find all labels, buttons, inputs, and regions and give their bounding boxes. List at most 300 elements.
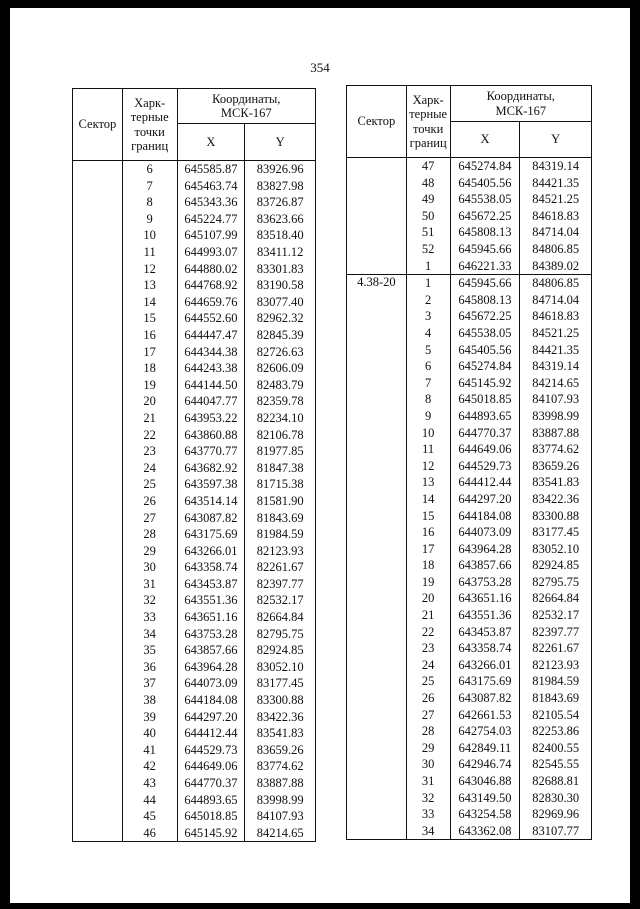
sector-cell (347, 375, 407, 392)
sector-cell (347, 358, 407, 375)
header-points-line1: Харк- (412, 92, 444, 107)
point-cell: 12 (122, 261, 177, 278)
point-cell: 39 (122, 709, 177, 726)
y-cell: 82545.55 (520, 756, 592, 773)
y-cell: 82532.17 (520, 607, 592, 624)
sector-cell (347, 690, 407, 707)
point-cell: 34 (406, 823, 450, 840)
point-cell: 17 (406, 541, 450, 558)
sector-cell (73, 825, 123, 842)
point-cell: 27 (406, 707, 450, 724)
point-cell: 21 (122, 410, 177, 427)
right-table-body (347, 158, 592, 840)
table-row (73, 178, 316, 195)
sector-cell (73, 476, 123, 493)
table-row (347, 375, 592, 392)
point-cell: 8 (406, 391, 450, 408)
point-cell: 8 (122, 194, 177, 211)
point-cell: 18 (406, 557, 450, 574)
sector-cell (347, 624, 407, 641)
point-cell: 40 (122, 725, 177, 742)
y-cell: 84714.04 (520, 292, 592, 309)
x-cell: 643266.01 (177, 543, 245, 560)
sector-cell (73, 393, 123, 410)
table-row (347, 224, 592, 241)
y-cell: 82123.93 (520, 657, 592, 674)
x-cell: 643551.36 (177, 592, 245, 609)
table-row (347, 707, 592, 724)
y-cell: 83774.62 (520, 441, 592, 458)
table-row (347, 175, 592, 192)
y-cell: 84521.25 (520, 325, 592, 342)
y-cell: 83726.87 (245, 194, 316, 211)
table-row (347, 342, 592, 359)
point-cell: 41 (122, 742, 177, 759)
y-cell: 83518.40 (245, 227, 316, 244)
point-cell: 15 (406, 507, 450, 524)
header-points-line3: точки (134, 124, 165, 139)
table-row (73, 509, 316, 526)
table-row (347, 208, 592, 225)
y-cell: 82845.39 (245, 327, 316, 344)
x-cell: 643857.66 (177, 642, 245, 659)
point-cell: 31 (406, 773, 450, 790)
sector-cell (347, 191, 407, 208)
sector-cell (73, 427, 123, 444)
table-row (73, 825, 316, 842)
table-row (73, 758, 316, 775)
sector-cell (347, 541, 407, 558)
point-cell: 15 (122, 310, 177, 327)
sector-cell (347, 224, 407, 241)
x-cell: 643254.58 (450, 806, 520, 823)
point-cell: 30 (406, 756, 450, 773)
point-cell: 24 (122, 460, 177, 477)
table-row (347, 657, 592, 674)
x-cell: 645343.36 (177, 194, 245, 211)
point-cell: 6 (122, 161, 177, 178)
point-cell: 33 (406, 806, 450, 823)
table-row (73, 675, 316, 692)
y-cell: 82359.78 (245, 393, 316, 410)
header-y: Y (245, 124, 316, 161)
table-row (73, 261, 316, 278)
point-cell: 48 (406, 175, 450, 192)
y-cell: 84389.02 (520, 258, 592, 275)
point-cell: 33 (122, 609, 177, 626)
point-cell: 22 (122, 427, 177, 444)
table-row (73, 725, 316, 742)
table-row (73, 476, 316, 493)
point-cell: 29 (122, 543, 177, 560)
sector-cell (73, 178, 123, 195)
table-row (73, 327, 316, 344)
y-cell: 83422.36 (245, 709, 316, 726)
point-cell: 50 (406, 208, 450, 225)
y-cell: 83052.10 (245, 659, 316, 676)
sector-cell (73, 526, 123, 543)
sector-cell (347, 640, 407, 657)
sector-cell (73, 294, 123, 311)
x-cell: 644412.44 (177, 725, 245, 742)
y-cell: 82664.84 (520, 590, 592, 607)
sector-cell (73, 592, 123, 609)
sector-cell (73, 277, 123, 294)
y-cell: 83926.96 (245, 161, 316, 178)
x-cell: 643149.50 (450, 790, 520, 807)
table-row (73, 211, 316, 228)
header-points-line3: точки (413, 121, 444, 136)
header-points-line4: границ (131, 138, 169, 153)
header-boundary-points (406, 86, 450, 158)
y-cell: 83887.88 (245, 775, 316, 792)
y-cell: 82969.96 (520, 806, 592, 823)
y-cell: 83998.99 (245, 792, 316, 809)
table-row (347, 325, 592, 342)
x-cell: 644447.47 (177, 327, 245, 344)
sector-cell (347, 707, 407, 724)
x-cell: 642946.74 (450, 756, 520, 773)
x-cell: 644770.37 (177, 775, 245, 792)
point-cell: 31 (122, 576, 177, 593)
table-row (73, 609, 316, 626)
x-cell: 642849.11 (450, 740, 520, 757)
y-cell: 82688.81 (520, 773, 592, 790)
sector-cell (347, 425, 407, 442)
table-row (347, 408, 592, 425)
table-row (347, 358, 592, 375)
table-row (73, 410, 316, 427)
point-cell: 1 (406, 258, 450, 275)
point-cell: 36 (122, 659, 177, 676)
x-cell: 644649.06 (450, 441, 520, 458)
table-row (347, 574, 592, 591)
x-cell: 644529.73 (177, 742, 245, 759)
sector-cell (73, 742, 123, 759)
header-points-line1: Харк- (134, 95, 166, 110)
sector-cell (73, 360, 123, 377)
y-cell: 84714.04 (520, 224, 592, 241)
y-cell: 84107.93 (520, 391, 592, 408)
y-cell: 82924.85 (245, 642, 316, 659)
point-cell: 20 (406, 590, 450, 607)
point-cell: 9 (122, 211, 177, 228)
table-row (347, 158, 592, 175)
x-cell: 645405.56 (450, 175, 520, 192)
table-row (73, 576, 316, 593)
header-coords-line1: Координаты, (212, 91, 281, 106)
y-cell: 82962.32 (245, 310, 316, 327)
y-cell: 82795.75 (520, 574, 592, 591)
y-cell: 83177.45 (245, 675, 316, 692)
point-cell: 49 (406, 191, 450, 208)
table-row (347, 624, 592, 641)
x-cell: 645808.13 (450, 292, 520, 309)
point-cell: 10 (122, 227, 177, 244)
sector-cell (347, 241, 407, 258)
sector-cell (347, 574, 407, 591)
y-cell: 83300.88 (520, 507, 592, 524)
table-row (347, 292, 592, 309)
table-row (347, 790, 592, 807)
x-cell: 643753.28 (450, 574, 520, 591)
point-cell: 6 (406, 358, 450, 375)
table-row (73, 742, 316, 759)
x-cell: 645945.66 (450, 275, 520, 292)
header-y: Y (520, 122, 592, 158)
table-row (73, 310, 316, 327)
x-cell: 643514.14 (177, 493, 245, 510)
sector-cell (73, 775, 123, 792)
x-cell: 644297.20 (450, 491, 520, 508)
y-cell: 81847.38 (245, 460, 316, 477)
header-sector: Сектор (73, 89, 123, 161)
x-cell: 645672.25 (450, 308, 520, 325)
table-row (347, 590, 592, 607)
point-cell: 30 (122, 559, 177, 576)
y-cell: 83623.66 (245, 211, 316, 228)
sector-cell (73, 692, 123, 709)
y-cell: 84107.93 (245, 808, 316, 825)
x-cell: 644184.08 (450, 507, 520, 524)
y-cell: 82664.84 (245, 609, 316, 626)
x-cell: 643175.69 (177, 526, 245, 543)
point-cell: 4 (406, 325, 450, 342)
header-points-line4: границ (409, 135, 447, 150)
x-cell: 645018.85 (177, 808, 245, 825)
x-cell: 643453.87 (450, 624, 520, 641)
point-cell: 13 (122, 277, 177, 294)
table-row (347, 491, 592, 508)
header-coords-line2: МСК-167 (495, 103, 547, 118)
sector-cell (347, 524, 407, 541)
x-cell: 644768.92 (177, 277, 245, 294)
y-cell: 83052.10 (520, 541, 592, 558)
point-cell: 32 (122, 592, 177, 609)
y-cell: 84319.14 (520, 358, 592, 375)
sector-cell (73, 327, 123, 344)
point-cell: 12 (406, 458, 450, 475)
x-cell: 644412.44 (450, 474, 520, 491)
point-cell: 28 (122, 526, 177, 543)
y-cell: 83177.45 (520, 524, 592, 541)
point-cell: 45 (122, 808, 177, 825)
y-cell: 82830.30 (520, 790, 592, 807)
table-row (347, 507, 592, 524)
coordinates-table-left (72, 88, 316, 842)
x-cell: 643953.22 (177, 410, 245, 427)
y-cell: 82106.78 (245, 427, 316, 444)
header-x: X (450, 122, 520, 158)
x-cell: 645224.77 (177, 211, 245, 228)
sector-cell (73, 626, 123, 643)
table-row (347, 673, 592, 690)
point-cell: 43 (122, 775, 177, 792)
point-cell: 20 (122, 393, 177, 410)
y-cell: 82483.79 (245, 377, 316, 394)
table-row (73, 792, 316, 809)
point-cell: 3 (406, 308, 450, 325)
x-cell: 645107.99 (177, 227, 245, 244)
point-cell: 35 (122, 642, 177, 659)
sector-cell (347, 391, 407, 408)
table-row (347, 823, 592, 840)
header-boundary-points (122, 89, 177, 161)
sector-cell (73, 261, 123, 278)
point-cell: 38 (122, 692, 177, 709)
table-row (347, 740, 592, 757)
y-cell: 81581.90 (245, 493, 316, 510)
y-cell: 84618.83 (520, 208, 592, 225)
point-cell: 29 (406, 740, 450, 757)
document-page (10, 8, 630, 903)
x-cell: 645274.84 (450, 158, 520, 175)
point-cell: 7 (122, 178, 177, 195)
y-cell: 82400.55 (520, 740, 592, 757)
sector-cell (347, 790, 407, 807)
x-cell: 645018.85 (450, 391, 520, 408)
header-coordinates (450, 86, 591, 122)
y-cell: 83107.77 (520, 823, 592, 840)
y-cell: 82532.17 (245, 592, 316, 609)
sector-cell (347, 607, 407, 624)
sector-cell (73, 758, 123, 775)
sector-cell (347, 723, 407, 740)
point-cell: 11 (122, 244, 177, 261)
header-sector: Сектор (347, 86, 407, 158)
x-cell: 645538.05 (450, 325, 520, 342)
x-cell: 643551.36 (450, 607, 520, 624)
point-cell: 18 (122, 360, 177, 377)
coordinates-table-right (346, 85, 592, 840)
y-cell: 82123.93 (245, 543, 316, 560)
y-cell: 82606.09 (245, 360, 316, 377)
table-row (347, 391, 592, 408)
y-cell: 83301.83 (245, 261, 316, 278)
sector-cell (73, 576, 123, 593)
point-cell: 14 (406, 491, 450, 508)
sector-cell (73, 509, 123, 526)
x-cell: 642661.53 (450, 707, 520, 724)
point-cell: 26 (122, 493, 177, 510)
y-cell: 83659.26 (245, 742, 316, 759)
y-cell: 81984.59 (245, 526, 316, 543)
x-cell: 643597.38 (177, 476, 245, 493)
table-row (347, 425, 592, 442)
y-cell: 82261.67 (520, 640, 592, 657)
y-cell: 84214.65 (520, 375, 592, 392)
sector-cell (347, 491, 407, 508)
x-cell: 644529.73 (450, 458, 520, 475)
sector-cell (73, 493, 123, 510)
header-coordinates (177, 89, 315, 124)
y-cell: 82726.63 (245, 344, 316, 361)
header-points-line2: терные (130, 110, 169, 125)
x-cell: 644993.07 (177, 244, 245, 261)
y-cell: 84806.85 (520, 275, 592, 292)
x-cell: 645672.25 (450, 208, 520, 225)
table-row (347, 640, 592, 657)
table-row (347, 541, 592, 558)
x-cell: 643682.92 (177, 460, 245, 477)
sector-cell (73, 211, 123, 228)
x-cell: 644073.09 (450, 524, 520, 541)
x-cell: 643651.16 (450, 590, 520, 607)
y-cell: 84214.65 (245, 825, 316, 842)
point-cell: 1 (406, 275, 450, 292)
table-row (347, 723, 592, 740)
x-cell: 643770.77 (177, 443, 245, 460)
x-cell: 643753.28 (177, 626, 245, 643)
point-cell: 25 (122, 476, 177, 493)
y-cell: 83077.40 (245, 294, 316, 311)
y-cell: 84421.35 (520, 342, 592, 359)
table-row (73, 493, 316, 510)
point-cell: 47 (406, 158, 450, 175)
x-cell: 645405.56 (450, 342, 520, 359)
sector-cell (73, 410, 123, 427)
x-cell: 644552.60 (177, 310, 245, 327)
table-row (347, 806, 592, 823)
sector-cell (347, 673, 407, 690)
sector-cell: 4.38-20 (347, 275, 407, 292)
point-cell: 17 (122, 344, 177, 361)
table-row (73, 244, 316, 261)
y-cell: 81984.59 (520, 673, 592, 690)
table-row (73, 393, 316, 410)
sector-cell (73, 792, 123, 809)
sector-cell (73, 559, 123, 576)
header-x: X (177, 124, 245, 161)
x-cell: 643358.74 (177, 559, 245, 576)
table-row (73, 526, 316, 543)
table-row (73, 277, 316, 294)
x-cell: 644893.65 (450, 408, 520, 425)
x-cell: 644073.09 (177, 675, 245, 692)
table-row (73, 427, 316, 444)
x-cell: 644893.65 (177, 792, 245, 809)
table-row (73, 709, 316, 726)
table-row (347, 524, 592, 541)
x-cell: 644344.38 (177, 344, 245, 361)
x-cell: 644184.08 (177, 692, 245, 709)
y-cell: 82261.67 (245, 559, 316, 576)
point-cell: 25 (406, 673, 450, 690)
left-table-body (73, 161, 316, 842)
point-cell: 16 (406, 524, 450, 541)
sector-cell (73, 344, 123, 361)
sector-cell (347, 474, 407, 491)
x-cell: 644659.76 (177, 294, 245, 311)
table-row (73, 808, 316, 825)
y-cell: 82924.85 (520, 557, 592, 574)
table-row (73, 775, 316, 792)
point-cell: 19 (122, 377, 177, 394)
y-cell: 83998.99 (520, 408, 592, 425)
point-cell: 46 (122, 825, 177, 842)
sector-cell (347, 657, 407, 674)
y-cell: 82253.86 (520, 723, 592, 740)
sector-cell (347, 308, 407, 325)
x-cell: 643266.01 (450, 657, 520, 674)
sector-cell (73, 725, 123, 742)
x-cell: 645945.66 (450, 241, 520, 258)
sector-cell (73, 675, 123, 692)
point-cell: 52 (406, 241, 450, 258)
y-cell: 81843.69 (520, 690, 592, 707)
x-cell: 645145.92 (177, 825, 245, 842)
point-cell: 14 (122, 294, 177, 311)
